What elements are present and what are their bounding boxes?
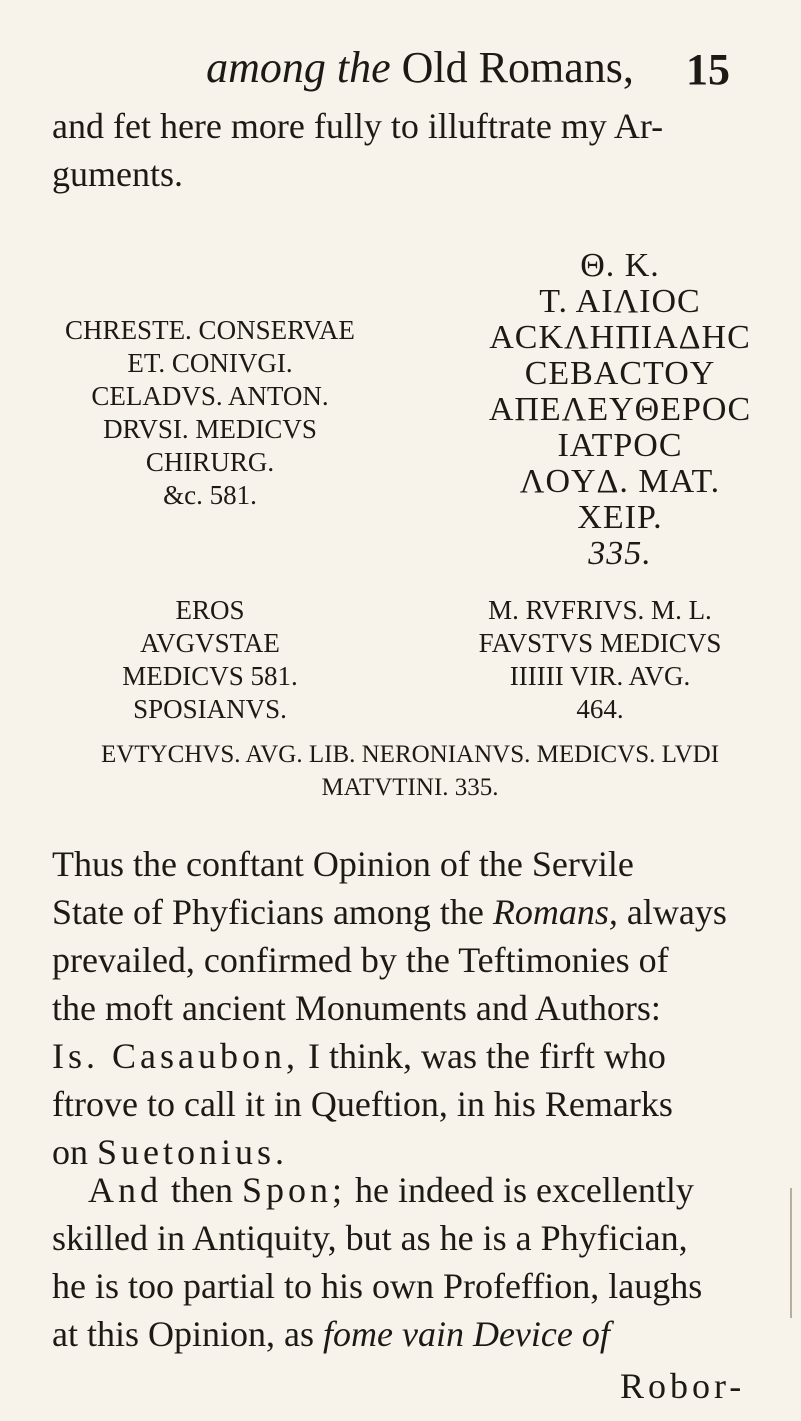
inscription-line: FAVSTVS MEDICVS bbox=[478, 628, 722, 658]
inscription-line: 464. bbox=[576, 694, 624, 724]
paragraph-line: he is too partial to his own Profeffion, laughs bbox=[52, 1266, 703, 1306]
inscription-line: SPOSIANVS. bbox=[133, 694, 287, 724]
inscription-line: AVGVSTAE bbox=[140, 628, 280, 658]
paragraph-line: prevailed, confirmed by the Teftimonies of bbox=[52, 940, 669, 980]
inscription-line: Θ. K. bbox=[580, 247, 660, 284]
inscription-line: 335. bbox=[588, 535, 652, 572]
running-head bbox=[0, 40, 801, 100]
paragraph-line bbox=[52, 888, 772, 936]
inscription-greek bbox=[460, 248, 780, 572]
page-number: 15 bbox=[686, 45, 730, 94]
inscription-rufrius bbox=[410, 594, 790, 726]
inscription-line: IATPOC bbox=[557, 427, 683, 464]
inscription-line: IIIIII VIR. AVG. bbox=[509, 661, 691, 691]
inscription-line: ET. CONIVGI. bbox=[127, 348, 293, 378]
text-run: then bbox=[162, 1170, 242, 1210]
inscription-line: ACKΛHΠIAΔHC bbox=[489, 319, 751, 356]
name-run: Spon; bbox=[241, 1170, 347, 1210]
italic-run: Romans, bbox=[492, 892, 618, 932]
inscription-line: MEDICVS 581. bbox=[122, 661, 298, 691]
inscription-line: CHIRURG. bbox=[145, 447, 275, 477]
page-edge-mark bbox=[790, 1188, 792, 1318]
text-run: I think, was the firft who bbox=[298, 1036, 666, 1076]
paragraph-line: ftrove to call it in Queftion, in his Remarks bbox=[52, 1084, 673, 1124]
italic-run: fome vain Device of bbox=[322, 1314, 610, 1354]
text-run: on bbox=[52, 1132, 97, 1172]
inscription-line: XEIP. bbox=[577, 499, 663, 536]
paragraph-thus bbox=[52, 840, 772, 1176]
inscription-line: &c. 581. bbox=[163, 480, 257, 510]
inscription-line: CEBACTOY bbox=[524, 355, 716, 392]
running-title-italic: among the bbox=[206, 43, 391, 92]
inscription-line: EROS bbox=[175, 595, 245, 625]
paragraph-line: the moft ancient Monuments and Authors: bbox=[52, 988, 661, 1028]
text-run: State of Phyficians among the bbox=[52, 892, 493, 932]
inscription-line: ΛOYΔ. MAT. bbox=[519, 463, 721, 500]
inscription-line: CHRESTE. CONSERVAE bbox=[65, 315, 355, 345]
name-run: Suetonius. bbox=[97, 1132, 289, 1172]
inscription-line: M. RVFRIVS. M. L. bbox=[488, 595, 712, 625]
intro-line-2: guments. bbox=[52, 154, 183, 194]
running-title-roman: Old Romans, bbox=[401, 43, 634, 92]
catchword: Robor- bbox=[620, 1366, 746, 1406]
inscription-chreste bbox=[60, 314, 360, 512]
inscription-line: DRVSI. MEDICVS bbox=[103, 414, 317, 444]
paragraph-line bbox=[52, 1032, 772, 1080]
paragraph-and-then bbox=[52, 1166, 772, 1358]
text-run: always bbox=[617, 892, 727, 932]
inscription-line: CELADVS. ANTON. bbox=[91, 381, 329, 411]
paragraph-line: skilled in Antiquity, but as he is a Phyfician, bbox=[52, 1218, 688, 1258]
inscription-line: EVTYCHVS. AVG. LIB. NERONIANVS. MEDICVS. LVDI bbox=[100, 741, 720, 768]
inscription-eros bbox=[60, 594, 360, 726]
name-run: And bbox=[88, 1170, 162, 1210]
inscription-line: MATVTINI. 335. bbox=[321, 774, 499, 801]
inscription-eutychus bbox=[40, 738, 780, 804]
text-run: at this Opinion, as bbox=[52, 1314, 323, 1354]
intro-line-1: and fet here more fully to illuftrate my Ar- bbox=[52, 106, 664, 146]
name-run: Is. Casaubon, bbox=[52, 1036, 299, 1076]
text-run: he indeed is excellently bbox=[346, 1170, 694, 1210]
paragraph-line bbox=[52, 1166, 772, 1214]
paragraph-line: Thus the conftant Opinion of the Servile bbox=[52, 844, 634, 884]
paragraph-line bbox=[52, 1310, 772, 1358]
running-title bbox=[200, 40, 640, 96]
intro-paragraph bbox=[52, 102, 772, 198]
inscription-line: T. AIΛIOC bbox=[539, 283, 701, 320]
inscription-line: AΠEΛEYΘEPOC bbox=[488, 391, 752, 428]
